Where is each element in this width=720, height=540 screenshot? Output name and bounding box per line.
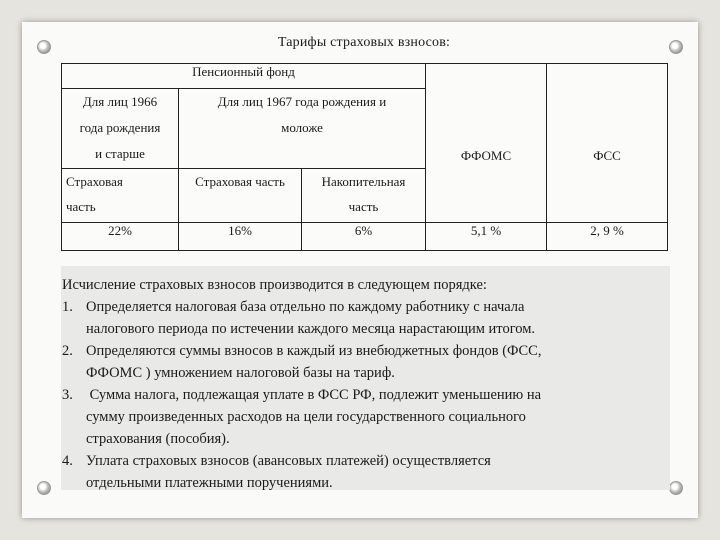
insurance-part-line: Страховая xyxy=(66,174,123,189)
table-cell-value: 2, 9 % xyxy=(547,223,668,251)
born-1966-header xyxy=(62,89,179,169)
list-item-line: Определяются суммы взносов в каждый из внебюджетных фондов (ФСС, xyxy=(86,343,542,359)
fss-header: ФСС xyxy=(547,64,668,223)
pension-fund-header: Пенсионный фонд xyxy=(62,64,426,89)
procedure-list xyxy=(62,296,667,494)
list-item-line: сумму произведенных расходов на цели государственного социального xyxy=(86,409,526,425)
list-item xyxy=(62,384,667,450)
pin-icon xyxy=(669,40,683,54)
list-item-line: ФФОМС ) умножением налоговой базы на тариф. xyxy=(86,365,395,381)
list-item xyxy=(62,340,667,384)
funded-part-line: часть xyxy=(348,199,379,214)
list-item xyxy=(62,296,667,340)
table-cell-value: 22% xyxy=(62,223,179,251)
pin-icon xyxy=(37,481,51,495)
list-item-line: налогового периода по истечении каждого месяца нарастающим итогом. xyxy=(86,321,536,337)
list-item xyxy=(62,450,667,494)
born-1967-line: Для лиц 1967 года рождения и xyxy=(217,94,387,109)
born-1966-line: года рождения xyxy=(79,120,161,135)
pin-icon xyxy=(669,481,683,495)
list-item-line: Определяется налоговая база отдельно по каждому работнику с начала xyxy=(86,299,525,315)
list-item-line: страхования (пособия). xyxy=(86,431,230,447)
born-1966-line: и старше xyxy=(95,146,145,161)
insurance-part-header xyxy=(62,169,179,223)
list-item-number: 4. xyxy=(62,453,73,469)
funded-part-line: Накопительная xyxy=(321,174,406,189)
list-item-line: Сумма налога, подлежащая уплате в ФСС РФ, подлежит уменьшению на xyxy=(86,387,542,403)
funded-part-header xyxy=(302,169,426,223)
table-cell-value: 16% xyxy=(179,223,302,251)
table-cell-value: 6% xyxy=(302,223,426,251)
insurance-part-line: часть xyxy=(66,199,96,214)
ffoms-header: ФФОМС xyxy=(426,64,547,223)
list-item-line: Уплата страховых взносов (авансовых платежей) осуществляется xyxy=(86,453,491,469)
pin-icon xyxy=(37,40,51,54)
intro-text: Исчисление страховых взносов производится в следующем порядке: xyxy=(62,277,487,293)
list-item-line: отдельными платежными поручениями. xyxy=(86,475,333,491)
tariffs-table xyxy=(61,63,668,251)
born-1967-header xyxy=(179,89,426,169)
table-cell-value: 5,1 % xyxy=(426,223,547,251)
list-item-number: 2. xyxy=(62,343,73,359)
list-item-number: 3. xyxy=(62,387,73,403)
born-1966-line: Для лиц 1966 xyxy=(82,94,158,109)
born-1967-line: моложе xyxy=(281,120,323,135)
list-item-number: 1. xyxy=(62,299,73,315)
insurance-part-1967-header: Страховая часть xyxy=(179,169,302,223)
slide-title: Тарифы страховых взносов: xyxy=(277,35,451,50)
